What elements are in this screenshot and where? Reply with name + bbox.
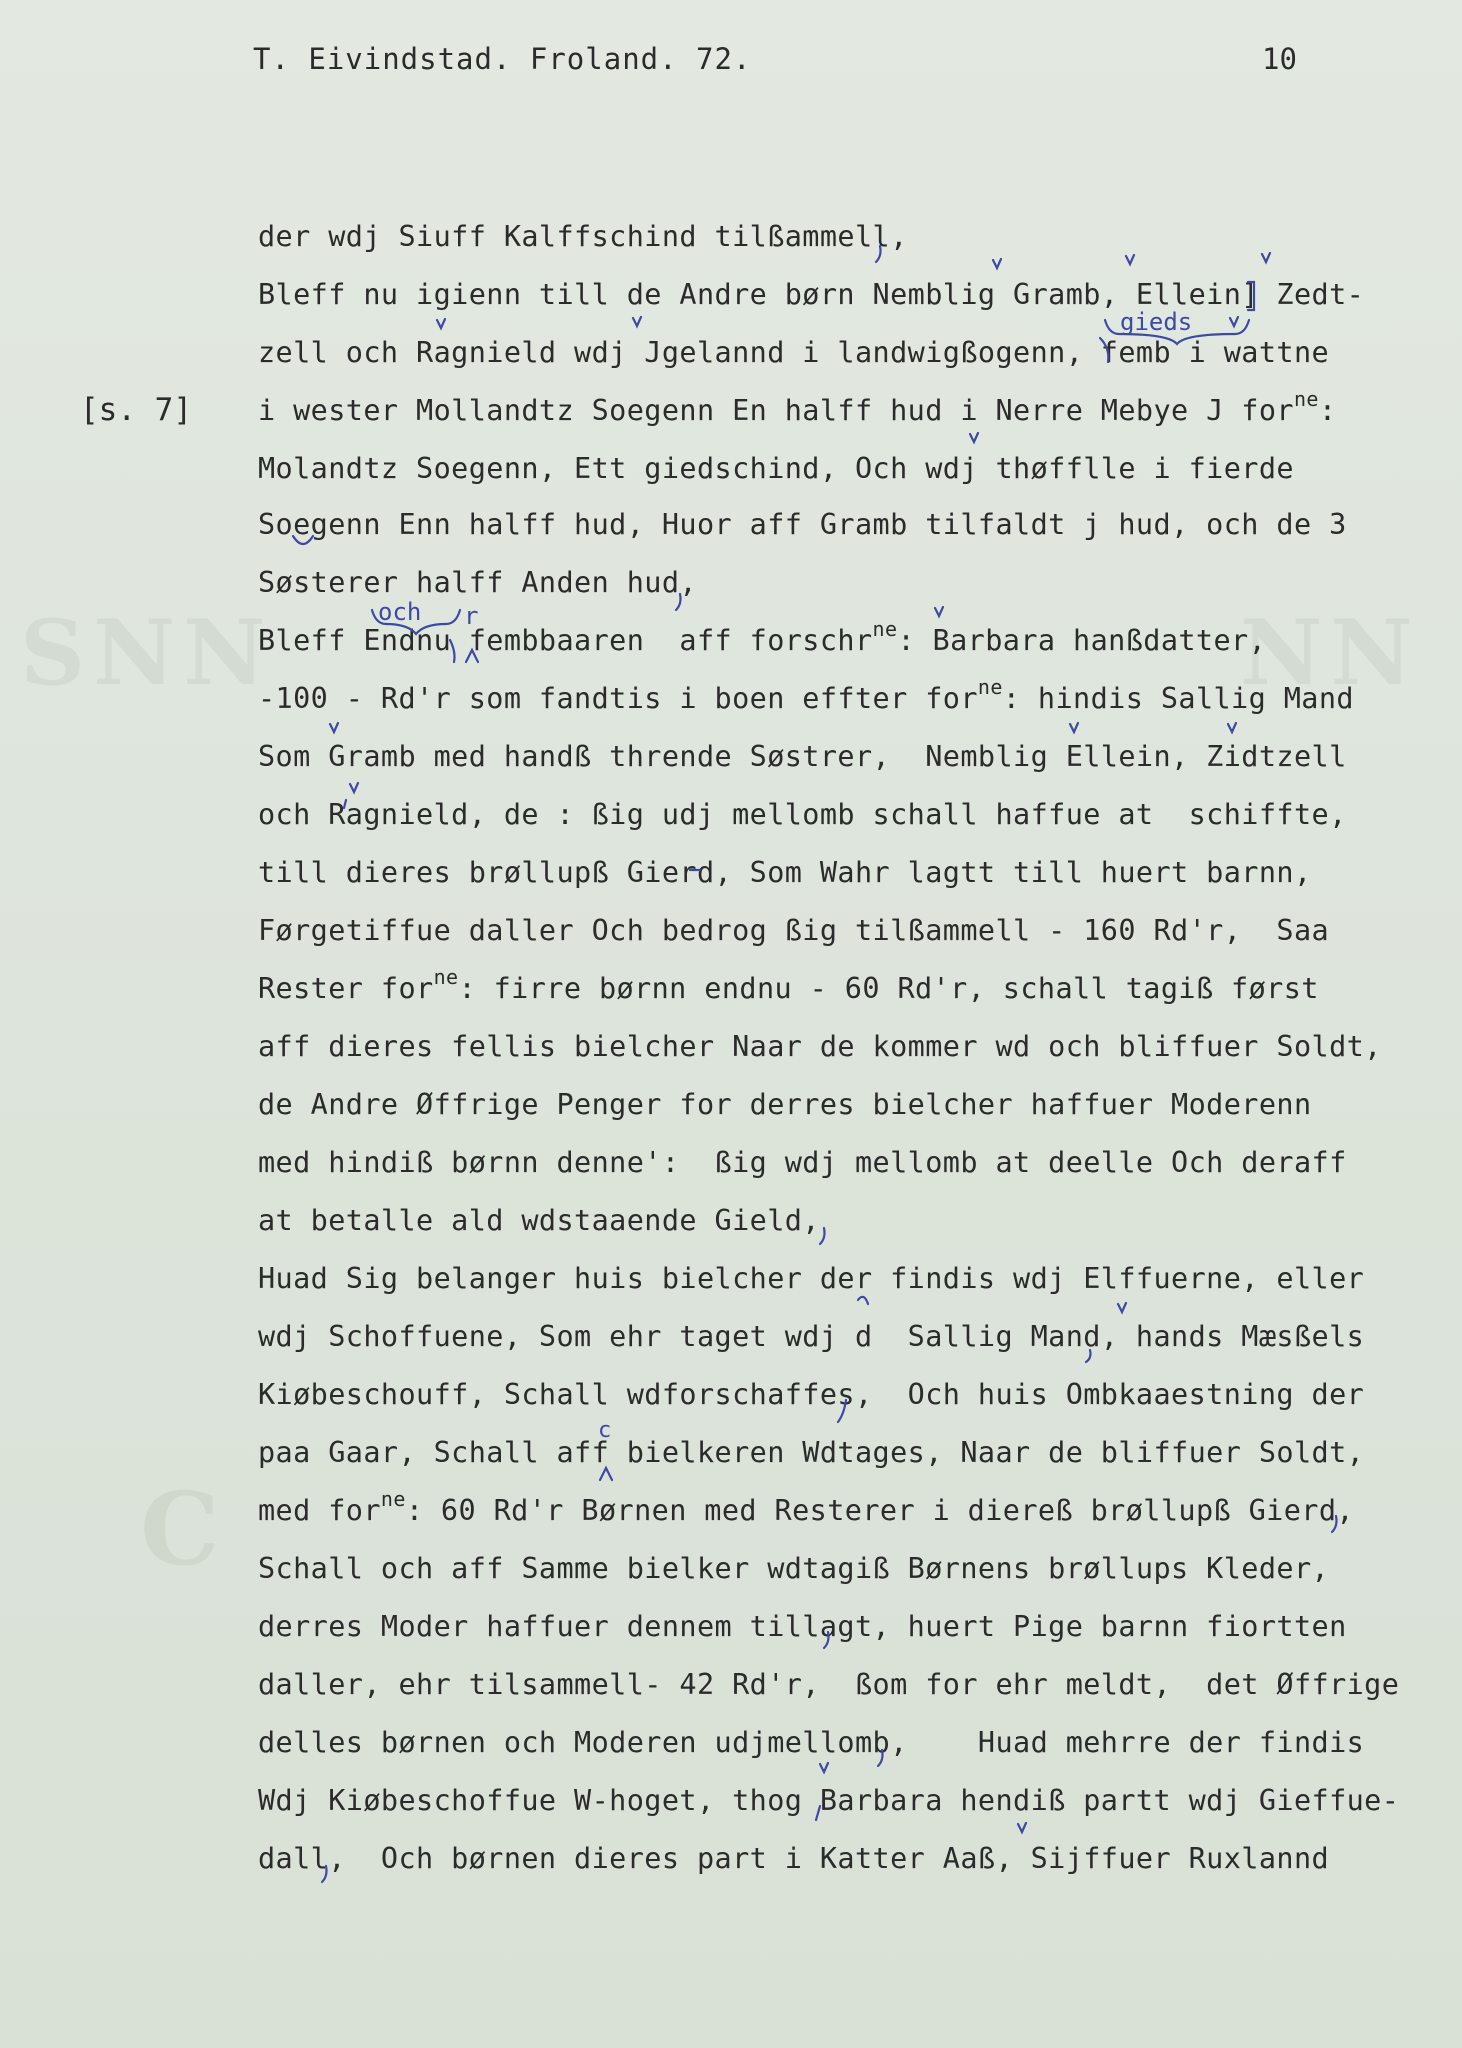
bleed-through-text: NN [1240, 600, 1421, 706]
text-line-20: wdj Schoffuene, Som ehr taget wdj d Sallig Mand, hands Mæsßels [258, 1320, 1365, 1353]
insertion-brace [1105, 320, 1249, 344]
text-line-9: -100 - Rd'r som fandtis i boen effter for$^{ne}$: hindis Sallig Mand [258, 675, 1354, 715]
bleed-through-text: SNN [20, 600, 274, 706]
correction-mark [858, 1297, 868, 1304]
end-mark [1086, 1350, 1091, 1362]
text-line-22: paa Gaar, Schall aff bielkeren Wdtages, Naar de bliffuer Soldt, [258, 1436, 1365, 1469]
insertion-caret [1100, 338, 1108, 362]
text-line-21: Kiøbeschouff, Schall wdforschaffes, Och huis Ombkaaestning der [258, 1378, 1365, 1411]
correction-loop [293, 536, 313, 544]
handwritten-insertion-c: c [598, 1418, 612, 1443]
tick-mark [993, 259, 1001, 268]
text-line-17: med hindiß børnn denne': ßig wdj mellomb at deelle Och deraff [258, 1146, 1347, 1179]
text-line-5: Molandtz Soegenn, Ett giedschind, Och wdj thøfflle i fierde [258, 452, 1294, 485]
text-line-15: aff dieres fellis bielcher Naar de kommer wd och bliffuer Soldt, [258, 1030, 1382, 1063]
tick-mark [1126, 255, 1134, 264]
tick-mark [633, 317, 641, 326]
text-line-11: och Ragnield, de : ßig udj mellomb schall haffue at schiffte, [258, 798, 1347, 831]
document-header-title: T. Eivindstad. Froland. 72. [253, 42, 752, 76]
tick-mark [330, 723, 338, 732]
text-line-24: Schall och aff Samme bielker wdtagiß Børnens brøllups Kleder, [258, 1552, 1330, 1585]
end-mark [820, 1228, 825, 1244]
text-line-13: Førgetiffue daller Och bedrog ßig tilßammell - 160 Rd'r, Saa [258, 914, 1330, 947]
insertion-caret [600, 1468, 612, 1480]
text-line-26: daller, ehr tilsammell- 42 Rd'r, ßom for ehr meldt, det Øffrige [258, 1668, 1400, 1701]
tick-mark [820, 1763, 828, 1772]
correction-mark [344, 800, 346, 808]
end-mark [838, 1400, 846, 1422]
end-mark [676, 594, 681, 610]
text-line-14: Rester for$^{ne}$: firre børnn endnu - 60 Rd'r, schall tagiß først [258, 965, 1319, 1005]
tick-mark [1230, 317, 1238, 326]
handwritten-insertion-r: r [464, 602, 479, 630]
correction-mark [816, 1806, 820, 1820]
tick-mark [1262, 253, 1270, 262]
tick-mark [1070, 723, 1078, 732]
tick-mark [1118, 1303, 1126, 1312]
tick-mark [1228, 723, 1236, 732]
text-line-29: dall, Och børnen dieres part i Katter Aaß, Sijffuer Ruxlannd [258, 1842, 1330, 1875]
bracket-mark [1248, 282, 1254, 310]
handwritten-insertion-gieds: gieds [1120, 308, 1193, 336]
text-line-19: Huad Sig belanger huis bielcher der findis wdj Elffuerne, eller [258, 1262, 1365, 1295]
insertion-brace [372, 610, 460, 634]
text-line-6: Soegenn Enn halff hud, Huor aff Gramb tilfaldt j hud, och de 3 [258, 508, 1347, 541]
end-mark [322, 1866, 327, 1882]
end-mark [876, 246, 881, 262]
tick-mark [1018, 1823, 1026, 1832]
tick-mark [935, 607, 943, 616]
margin-page-reference: [s. 7] [80, 392, 192, 428]
text-line-2: Bleff nu igienn till de Andre børn Nemblig Gramb, Ellein] Zedt- [258, 278, 1365, 311]
insertion-caret [466, 650, 478, 662]
text-line-1: der wdj Siuff Kalffschind tilßammell, [258, 220, 908, 253]
text-line-4: i wester Mollandtz Soegenn En halff hud i Nerre Mebye J for$^{ne}$: [258, 387, 1337, 427]
end-mark [878, 1750, 883, 1766]
tick-mark [350, 783, 358, 792]
text-line-18: at betalle ald wdstaaende Gield, [258, 1204, 820, 1237]
text-line-10: Som Gramb med handß thrende Søstrer, Nemblig Ellein, Zidtzell [258, 740, 1347, 773]
text-line-23: med for$^{ne}$: 60 Rd'r Børnen med Resterer i diereß brøllupß Gierd, [258, 1487, 1354, 1527]
text-line-28: Wdj Kiøbeschoffue W-hoget, thog Barbara hendiß partt wdj Gieffue- [258, 1784, 1400, 1817]
tick-mark [970, 433, 978, 442]
bleed-through-text: C [140, 1470, 228, 1588]
text-line-16: de Andre Øffrige Penger for derres bielcher haffuer Moderenn [258, 1088, 1312, 1121]
end-mark [824, 1632, 829, 1648]
end-mark [1332, 1516, 1337, 1532]
handwritten-insertion-och: och [378, 598, 422, 626]
text-line-27: delles børnen och Moderen udjmellomb, Huad mehrre der findis [258, 1726, 1365, 1759]
tick-mark [437, 319, 445, 328]
page-number: 10 [1262, 42, 1297, 76]
text-line-25: derres Moder haffuer dennem tillagt, huert Pige barnn fiortten [258, 1610, 1347, 1643]
text-line-7: Søsterer halff Anden hud, [258, 566, 697, 599]
insertion-caret [450, 640, 455, 662]
text-line-8: Bleff Endnu fembbaaren aff forschr$^{ne}$: Barbara hanßdatter, [258, 617, 1267, 657]
text-line-3: zell och Ragnield wdj Jgelannd i landwigßogenn, femb i wattne [258, 336, 1330, 369]
text-line-12: till dieres brøllupß Gierd, Som Wahr lagtt till huert barnn, [258, 856, 1312, 889]
